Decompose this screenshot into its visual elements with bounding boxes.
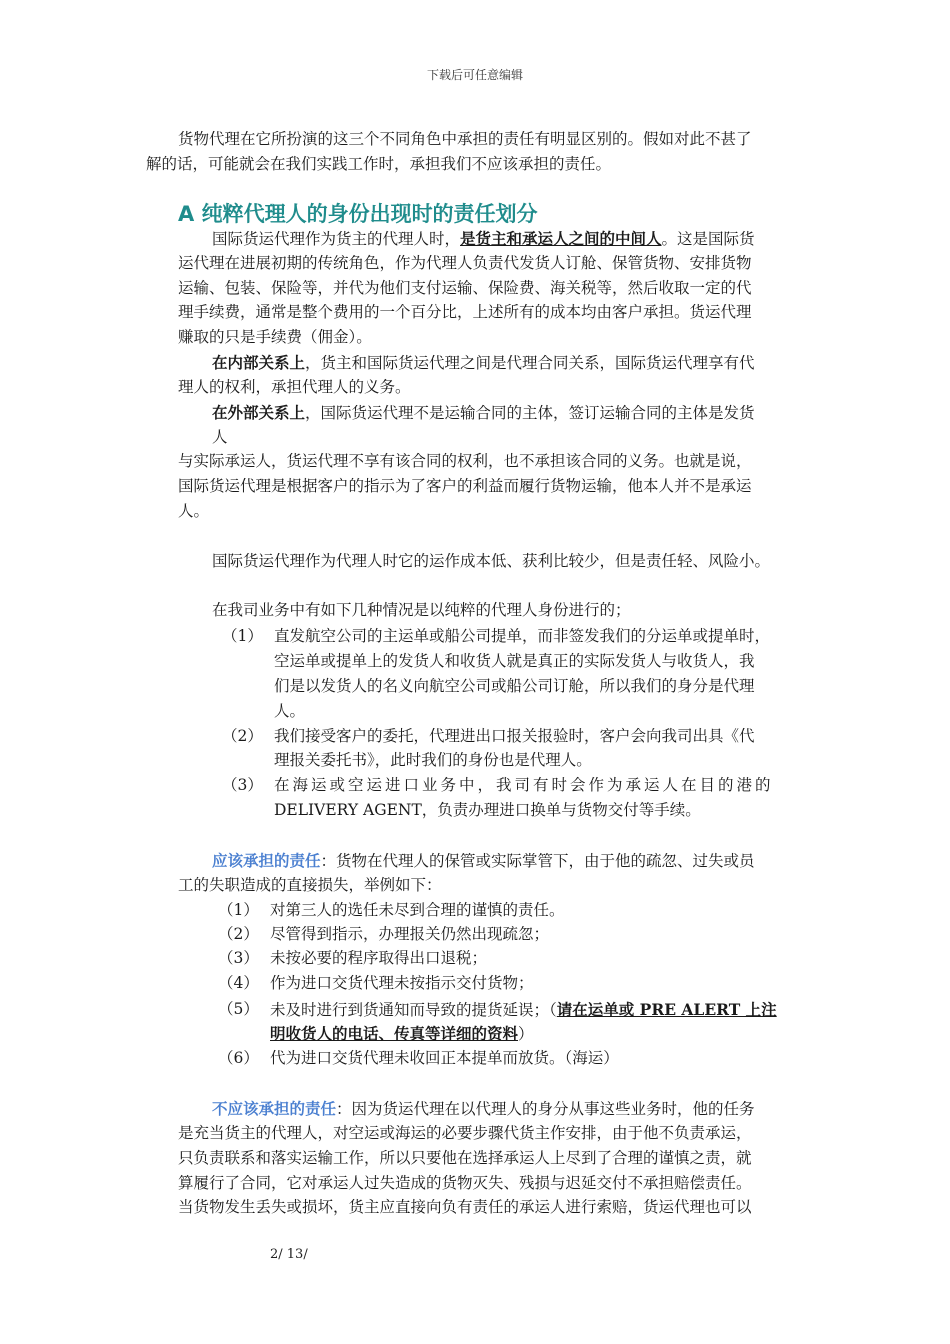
internal-label: 在内部关系上 bbox=[212, 353, 306, 372]
liable-3-number: （3） bbox=[218, 949, 259, 967]
not-liable-text: ：因为货运代理在以代理人的身分从事这些业务时，他的任务 bbox=[336, 1100, 755, 1118]
para1-line-1 bbox=[212, 226, 755, 252]
liable-line-1 bbox=[212, 848, 755, 874]
case-3-line-2: DELIVERY AGENT，负责办理进口换单与货物交付等手续。 bbox=[274, 801, 701, 819]
para1-line-4: 理手续费，通常是整个费用的一个百分比，上述所有的成本均由客户承担。货运代理 bbox=[178, 303, 752, 321]
external-label: 在外部关系上 bbox=[212, 403, 306, 422]
liable-5-close: ） bbox=[518, 1025, 534, 1043]
external-line-4: 国际货运代理是根据客户的指示为了客户的利益而履行货物运输，他本人并不是承运 bbox=[178, 477, 752, 495]
case-1-line-1: 直发航空公司的主运单或船公司提单，而非签发我们的分运单或提单时， bbox=[274, 627, 771, 645]
not-liable-line-2: 是充当货主的代理人，对空运或海运的必要步骤代货主作安排，由于他不负责承运， bbox=[178, 1124, 752, 1142]
intro-line-2: 解的话，可能就会在我们实践工作时，承担我们不应该承担的责任。 bbox=[146, 155, 612, 173]
case-3-line-1: 在海运或空运进口业务中，我司有时会作为承运人在目的港的 bbox=[274, 776, 774, 794]
liable-4-text: 作为进口交货代理未按指示交付货物； bbox=[270, 974, 534, 992]
liable-2-number: （2） bbox=[218, 925, 259, 943]
case-2-number: （2） bbox=[222, 727, 263, 745]
external-line-5: 人。 bbox=[178, 502, 210, 520]
liable-1-number: （1） bbox=[218, 901, 259, 919]
internal-line-1 bbox=[212, 350, 755, 376]
external-text: ，国际货运代理不是运输合同的主体，签订运输合同的主体是发货 bbox=[305, 404, 755, 422]
not-liable-label: 不应该承担的责任 bbox=[212, 1099, 337, 1118]
case-1-line-3: 们是以发货人的名义向航空公司或船公司订舱，所以我们的身分是代理 bbox=[274, 677, 755, 695]
case-3-number: （3） bbox=[222, 776, 263, 794]
liable-3-text: 未按必要的程序取得出口退税； bbox=[270, 949, 488, 967]
liable-text: ：货物在代理人的保管或实际掌管下，由于他的疏忽、过失或员 bbox=[320, 852, 755, 870]
para1-prefix: 国际货运代理作为货主的代理人时， bbox=[212, 230, 461, 248]
liable-5-text: 未及时进行到货通知而导致的提货延误；（ bbox=[270, 1001, 557, 1019]
case-2-line-1: 我们接受客户的委托，代理进出口报关报验时，客户会向我司出具《代 bbox=[274, 727, 755, 745]
not-liable-line-5: 当货物发生丢失或损坏，货主应直接向负有责任的承运人进行索赔，货运代理也可以 bbox=[178, 1198, 752, 1216]
case-1-line-4: 人。 bbox=[274, 702, 306, 720]
external-line-1 bbox=[212, 400, 755, 426]
not-liable-line-4: 算履行了合同，它对承运人过失造成的货物灭失、残损与迟延交付不承担赔偿责任。 bbox=[178, 1174, 752, 1192]
external-line-2: 人 bbox=[212, 428, 228, 446]
case-2-line-2: 理报关委托书》，此时我们的身份也是代理人。 bbox=[274, 751, 592, 769]
liable-label: 应该承担的责任 bbox=[212, 851, 321, 870]
not-liable-line-1 bbox=[212, 1096, 755, 1122]
liable-4-number: （4） bbox=[218, 974, 259, 992]
para1-line-3: 运输、包装、保险等，并代为他们支付运输、保险费、海关税等，然后收取一定的代 bbox=[178, 279, 752, 297]
para1-line-5: 赚取的只是手续费（佣金）。 bbox=[178, 328, 372, 346]
intro-line-1: 货物代理在它所扮演的这三个不同角色中承担的责任有明显区别的。假如对此不甚了 bbox=[178, 130, 752, 148]
para1-emphasis: 是货主和承运人之间的中间人 bbox=[460, 229, 662, 248]
section-title: A 纯粹代理人的身份出现时的责任划分 bbox=[178, 202, 538, 226]
liable-5-emphasis-2: 明收货人的电话、传真等详细的资料 bbox=[270, 1024, 519, 1043]
external-line-3: 与实际承运人，货运代理不享有该合同的权利，也不承担该合同的义务。也就是说， bbox=[178, 452, 752, 470]
case-1-line-2: 空运单或提单上的发货人和收货人就是真正的实际发货人与收货人，我 bbox=[274, 652, 755, 670]
case-1-number: （1） bbox=[222, 627, 263, 645]
liable-line-2: 工的失职造成的直接损失，举例如下： bbox=[178, 876, 442, 894]
page-header: 下载后可任意编辑 bbox=[426, 68, 523, 82]
cost-note: 国际货运代理作为代理人时它的运作成本低、获利比较少，但是责任轻、风险小。 bbox=[212, 552, 771, 570]
liable-5-number: （5） bbox=[218, 1000, 259, 1018]
liable-1-text: 对第三人的选任未尽到合理的谨慎的责任。 bbox=[270, 901, 565, 919]
page-number: 2/ 13/ bbox=[270, 1247, 308, 1262]
not-liable-line-3: 只负责联系和落实运输工作，所以只要他在选择承运人上尽到了合理的谨慎之责，就 bbox=[178, 1149, 752, 1167]
para1-suffix: 。这是国际货 bbox=[661, 230, 755, 248]
cases-intro: 在我司业务中有如下几种情况是以纯粹的代理人身份进行的； bbox=[212, 601, 631, 619]
internal-text: ，货主和国际货运代理之间是代理合同关系，国际货运代理享有代 bbox=[305, 354, 755, 372]
liable-2-text: 尽管得到指示，办理报关仍然出现疏忽； bbox=[270, 925, 550, 943]
internal-line-2: 理人的权利，承担代理人的义务。 bbox=[178, 378, 411, 396]
liable-6-number: （6） bbox=[218, 1049, 259, 1067]
liable-5-line-1 bbox=[270, 997, 777, 1023]
liable-6-text: 代为进口交货代理未收回正本提单而放货。（海运） bbox=[270, 1049, 619, 1067]
liable-5-line-2 bbox=[270, 1021, 534, 1047]
para1-line-2: 运代理在进展初期的传统角色，作为代理人负责代发货人订舱、保管货物、安排货物 bbox=[178, 254, 752, 272]
liable-5-emphasis: 请在运单或 PRE ALERT 上注 bbox=[556, 1000, 777, 1019]
